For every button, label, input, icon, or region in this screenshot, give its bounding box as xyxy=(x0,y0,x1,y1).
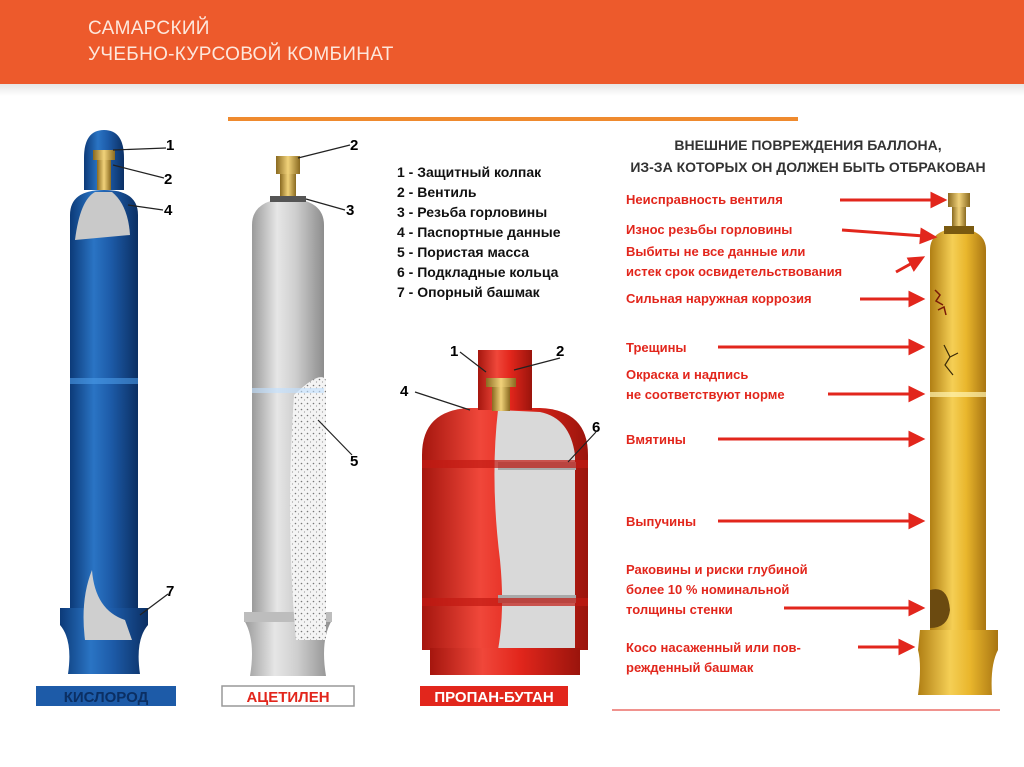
oxygen-callout-4: 4 xyxy=(164,202,173,219)
legend-item-1: 1 - Защитный колпак xyxy=(397,164,542,180)
damage-item-paint-line-2: не соответствуют норме xyxy=(626,387,785,402)
oxygen-callout-1: 1 xyxy=(166,137,175,154)
propane-caption: ПРОПАН-БУТАН xyxy=(434,689,554,706)
damage-title-line-2: ИЗ-ЗА КОТОРЫХ ОН ДОЛЖЕН БЫТЬ ОТБРАКОВАН xyxy=(630,159,986,175)
acetylene-callout-3: 3 xyxy=(346,202,355,219)
legend-item-3: 3 - Резьба горловины xyxy=(397,204,548,220)
yellow-cylinder xyxy=(918,193,998,695)
damage-item-data-line-2: истек срок освидетельствования xyxy=(626,264,843,279)
damage-item-pits-line-1: Раковины и риски глубиной xyxy=(626,562,808,577)
damage-title-line-1: ВНЕШНИЕ ПОВРЕЖДЕНИЯ БАЛЛОНА, xyxy=(674,137,942,153)
damage-item-dents: Вмятины xyxy=(626,432,686,447)
acetylene-callout-5: 5 xyxy=(350,453,359,470)
propane-cylinder xyxy=(422,350,588,675)
propane-callout-1: 1 xyxy=(450,343,459,360)
damage-item-thread: Износ резьбы горловины xyxy=(626,222,793,237)
damage-item-shoe-line-1: Косо насаженный или пов- xyxy=(626,640,801,655)
damage-items xyxy=(626,192,842,675)
damage-item-bulges: Выпучины xyxy=(626,514,697,529)
oxygen-caption: КИСЛОРОД xyxy=(63,689,149,706)
header-line-2: УЧЕБНО-КУРСОВОЙ КОМБИНАТ xyxy=(88,44,394,65)
acetylene-callout-2: 2 xyxy=(350,137,359,154)
header-line-1: САМАРСКИЙ xyxy=(88,18,210,39)
propane-callout-2: 2 xyxy=(556,343,565,360)
oxygen-cylinder xyxy=(60,130,148,674)
legend-item-4: 4 - Паспортные данные xyxy=(397,224,561,240)
legend-item-6: 6 - Подкладные кольца xyxy=(397,264,559,280)
legend-item-7: 7 - Опорный башмак xyxy=(397,284,540,300)
oxygen-callout-2: 2 xyxy=(164,171,173,188)
acetylene-cylinder xyxy=(244,156,332,676)
damage-item-data-line-1: Выбиты не все данные или xyxy=(626,244,806,259)
damage-item-cracks: Трещины xyxy=(626,340,687,355)
damage-item-valve: Неисправность вентиля xyxy=(626,192,783,207)
oxygen-callout-7: 7 xyxy=(166,583,175,600)
legend-item-2: 2 - Вентиль xyxy=(397,184,477,200)
propane-callout-6: 6 xyxy=(592,419,601,436)
damage-item-pits-line-2: более 10 % номинальной xyxy=(626,582,790,597)
damage-item-corrosion: Сильная наружная коррозия xyxy=(626,291,812,306)
acetylene-caption: АЦЕТИЛЕН xyxy=(246,689,330,706)
legend-item-5: 5 - Пористая масса xyxy=(397,244,529,260)
propane-callout-4: 4 xyxy=(400,383,409,400)
damage-item-paint-line-1: Окраска и надпись xyxy=(626,367,749,382)
damage-item-pits-line-3: толщины стенки xyxy=(626,602,733,617)
legend xyxy=(397,164,561,300)
damage-item-shoe-line-2: режденный башмак xyxy=(626,660,754,675)
